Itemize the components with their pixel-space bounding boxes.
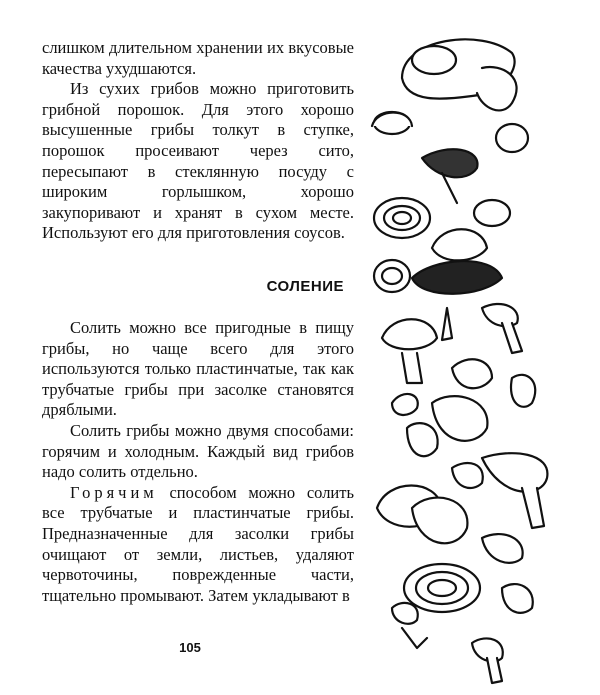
mushrooms-illustration-icon [362,8,582,690]
text-column-top [42,38,354,244]
paragraph-3: Солить можно все пригодные в пищу грибы, но чаще всего для этого используются только пластинчатые, так как трубчатые грибы при засолке становятся дряблыми. [42,318,354,420]
paragraph-1: слишком длительном хранении их вкусовые качества ухудшаются. [42,38,354,78]
paragraph-5 [42,483,354,607]
paragraph-5-lead: Горячим [70,482,158,502]
paragraph-5-rest: способом можно солить все трубчатые и пластинчатые грибы. Предназначенные для засолки грибы очищают от земли, листьев, удаляют червоточины, поврежденные части, тщательно промывают. Затем укладывают в [42,482,354,605]
text-column-bottom [42,318,354,606]
section-heading: СОЛЕНИЕ [266,278,344,295]
page-number: 105 [179,640,201,655]
paragraph-4: Солить грибы можно двумя способами: горячим и холодным. Каждый вид грибов надо солить отдельно. [42,420,354,482]
paragraph-2: Из сухих грибов можно приготовить грибной порошок. Для этого хорошо высушенные грибы толкут в ступке, порошок просеивают через сито, пересыпают в стеклянную посуду с широким горлышком, хорошо закупоривают и хранят в сухом месте. Используют его для приготовления соусов. [42,79,354,243]
